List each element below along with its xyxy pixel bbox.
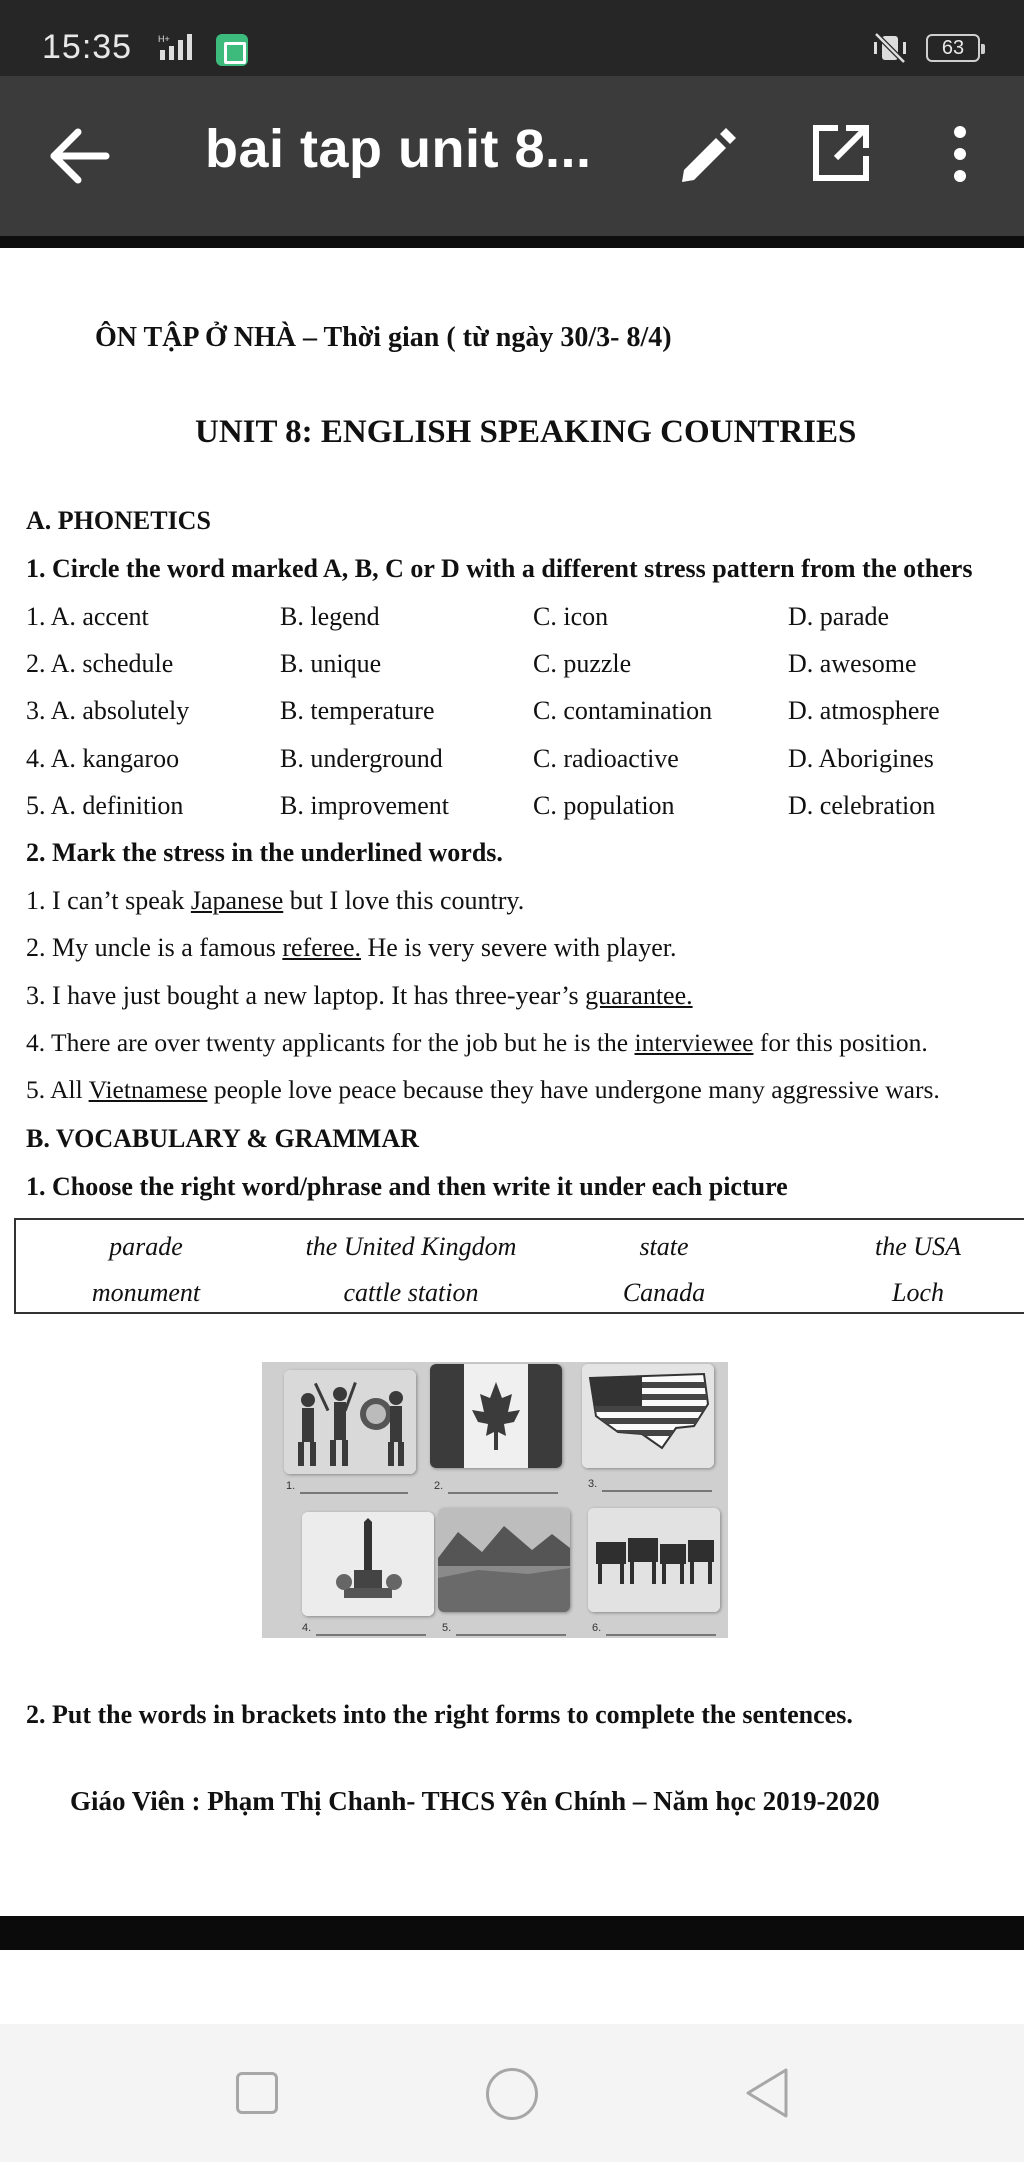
word-box	[14, 1218, 1024, 1314]
word-box-item: the USA	[875, 1232, 961, 1261]
toolbar-divider	[0, 236, 1024, 248]
q1-row2-d: D. awesome	[788, 649, 917, 678]
picture-number: 5.	[442, 1622, 452, 1634]
back-arrow-icon[interactable]	[46, 126, 112, 186]
q1-instruction: 1. Circle the word marked A, B, C or D with a different stress pattern from the others	[26, 554, 973, 583]
navigation-bar	[0, 2024, 1024, 2162]
picture-number: 6.	[592, 1622, 602, 1634]
battery-icon: 63	[926, 34, 980, 62]
word-box-item: state	[639, 1232, 689, 1261]
picture-number: 3.	[588, 1478, 598, 1490]
q1-row5-a: 5. A. definition	[26, 791, 184, 820]
answer-line	[300, 1492, 408, 1494]
document-bottom-edge	[0, 1916, 1024, 1950]
q1-row2-b: B. unique	[280, 649, 382, 678]
q1-row4-b: B. underground	[280, 744, 443, 773]
home-icon[interactable]	[486, 2068, 538, 2120]
sentence-text: for this position.	[753, 1028, 928, 1057]
b2-instruction: 2. Put the words in brackets into the right forms to complete the sentences.	[26, 1700, 853, 1729]
open-external-icon[interactable]	[810, 122, 872, 184]
q2-sentence-4	[26, 1028, 928, 1058]
answer-line	[316, 1634, 426, 1636]
loch-picture	[438, 1508, 570, 1612]
picture-number: 4.	[302, 1622, 312, 1634]
q1-row3-b: B. temperature	[280, 696, 435, 725]
q1-row1-c: C. icon	[533, 602, 609, 631]
picture-number: 1.	[286, 1480, 296, 1492]
section-vocabulary-grammar: B. VOCABULARY & GRAMMAR	[26, 1124, 419, 1153]
b1-instruction: 1. Choose the right word/phrase and then write it under each picture	[26, 1172, 788, 1201]
q1-row2-c: C. puzzle	[533, 649, 632, 678]
signal-icon	[158, 32, 202, 62]
q1-row5-b: B. improvement	[280, 791, 449, 820]
status-time: 15:35	[42, 28, 133, 66]
q1-row1-b: B. legend	[280, 602, 380, 631]
sentence-text: 1. I can’t speak	[26, 886, 191, 915]
word-box-item: Loch	[892, 1278, 944, 1307]
app-notification-icon	[216, 34, 248, 66]
q1-row1-d: D. parade	[788, 602, 890, 631]
picture-number: 2.	[434, 1480, 444, 1492]
word-box-item: cattle station	[343, 1278, 479, 1307]
underlined-word: referee.	[282, 933, 361, 962]
more-vert-icon[interactable]	[940, 122, 980, 186]
section-phonetics: A. PHONETICS	[26, 506, 211, 535]
q1-row5-d: D. celebration	[788, 791, 936, 820]
answer-line	[602, 1490, 712, 1492]
app-toolbar	[0, 76, 1024, 236]
q2-sentence-5	[26, 1075, 940, 1105]
q2-sentence-2	[26, 933, 677, 963]
doc-footer: Giáo Viên : Phạm Thị Chanh- THCS Yên Chính – Năm học 2019-2020	[70, 1786, 880, 1816]
viewer-background	[0, 1950, 1024, 2024]
parade-picture	[284, 1370, 416, 1474]
canada-flag-picture	[430, 1364, 562, 1468]
doc-title: UNIT 8: ENGLISH SPEAKING COUNTRIES	[195, 414, 857, 450]
sentence-text: He is very severe with player.	[360, 933, 677, 962]
doc-header: ÔN TẬP Ở NHÀ – Thời gian ( từ ngày 30/3- 8/4)	[95, 322, 672, 353]
worksheet-pictures	[262, 1362, 728, 1638]
vibrate-off-icon	[870, 32, 910, 64]
answer-line	[606, 1634, 716, 1636]
edit-pencil-icon[interactable]	[674, 124, 738, 188]
svg-text:H+: H+	[158, 34, 170, 44]
q1-row4-c: C. radioactive	[533, 744, 679, 773]
usa-flag-map-picture	[582, 1364, 714, 1468]
monument-picture	[302, 1512, 434, 1616]
underlined-word: Japanese	[190, 886, 284, 915]
q1-row4-d: D. Aborigines	[788, 744, 934, 773]
sentence-text: 2. My uncle is a famous	[26, 933, 283, 962]
word-box-item: the United Kingdom	[305, 1232, 517, 1261]
q1-row2-a: 2. A. schedule	[26, 649, 174, 678]
answer-line	[448, 1492, 558, 1494]
word-box-item: Canada	[622, 1278, 706, 1307]
answer-line	[456, 1634, 566, 1636]
sentence-text: 3. I have just bought a new laptop. It has three-year’s	[26, 981, 586, 1010]
document-title: bai tap unit 8...	[205, 119, 592, 179]
underlined-word: interviewee	[634, 1028, 754, 1057]
q1-row1-a: 1. A. accent	[26, 602, 149, 631]
word-box-item: monument	[91, 1278, 201, 1307]
underlined-word: Vietnamese	[88, 1075, 208, 1104]
q2-sentence-3	[26, 981, 693, 1011]
q1-row5-c: C. population	[533, 791, 675, 820]
word-box-item: parade	[109, 1232, 183, 1261]
q2-sentence-1	[26, 886, 524, 916]
document-page[interactable]	[0, 248, 1024, 1916]
q2-instruction: 2. Mark the stress in the underlined words.	[26, 838, 503, 867]
sentence-text: 5. All	[26, 1075, 89, 1104]
sentence-text: 4. There are over twenty applicants for the job but he is the	[26, 1028, 635, 1057]
q1-row3-a: 3. A. absolutely	[26, 696, 190, 725]
recent-apps-icon[interactable]	[236, 2072, 278, 2114]
underlined-word: guarantee.	[585, 981, 693, 1010]
sentence-text: people love peace because they have undergone many aggressive wars.	[207, 1075, 940, 1104]
cattle-station-picture	[588, 1508, 720, 1612]
sentence-text: but I love this country.	[283, 886, 525, 915]
status-bar	[0, 0, 1024, 76]
q1-row4-a: 4. A. kangaroo	[26, 744, 180, 773]
q1-row3-c: C. contamination	[533, 696, 713, 725]
back-triangle-icon[interactable]	[744, 2066, 790, 2120]
q1-row3-d: D. atmosphere	[788, 696, 940, 725]
